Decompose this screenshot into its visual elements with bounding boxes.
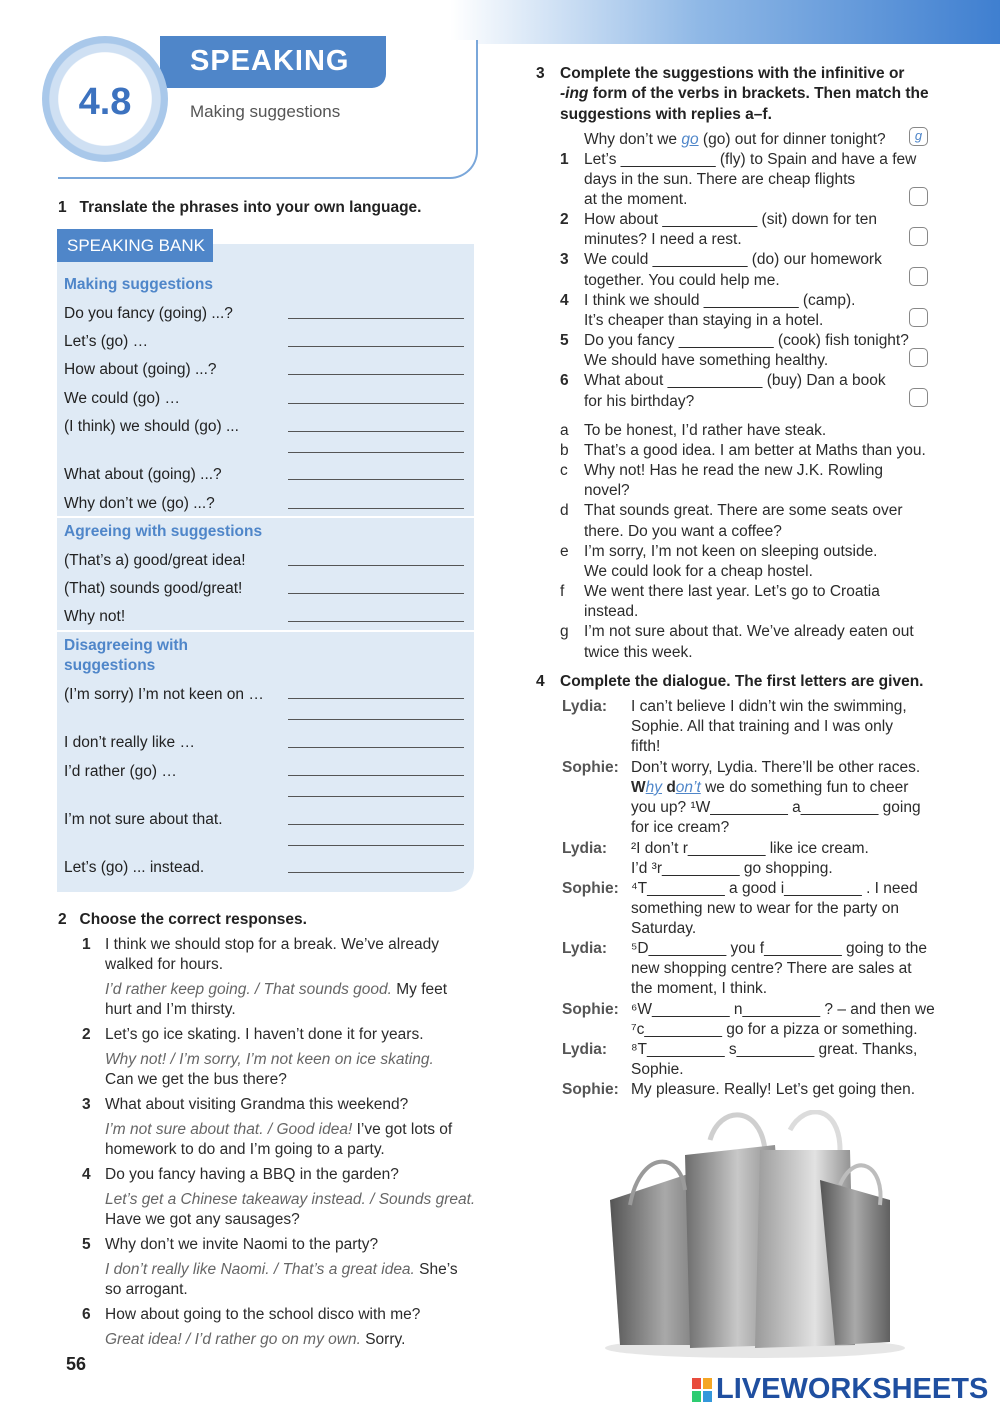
ex3-item-text[interactable]: We could ___________ (do) our homework bbox=[584, 251, 882, 268]
ex3-instruction: suggestions with replies a–f. bbox=[560, 106, 772, 123]
reply-text: twice this week. bbox=[584, 644, 693, 661]
translation-line[interactable] bbox=[288, 872, 464, 873]
ex2-answer bbox=[105, 1051, 434, 1069]
translation-line[interactable] bbox=[288, 698, 464, 699]
ex3-example-answer: go bbox=[681, 131, 699, 148]
reply-text: I’m sorry, I’m not keen on sleeping outside. bbox=[584, 543, 878, 560]
ex2-item-number: 2 bbox=[82, 1026, 91, 1043]
reply-text: novel? bbox=[584, 482, 630, 499]
ex3-example: Why don’t we go (go) out for dinner tonight? bbox=[584, 131, 886, 148]
dialogue-line[interactable]: you up? ¹W_________ a_________ going bbox=[631, 799, 921, 816]
ex3-item-text[interactable]: I think we should ___________ (camp). bbox=[584, 292, 856, 309]
translation-line[interactable] bbox=[288, 621, 464, 622]
reply-text: To be honest, I’d rather have steak. bbox=[584, 422, 827, 439]
bank-divider bbox=[57, 516, 474, 518]
ex2-answer: Great idea! / I’d rather go on my own. Sorry. bbox=[105, 1331, 406, 1348]
ex2-answer-cont: homework to do and I’m going to a party. bbox=[105, 1141, 385, 1158]
reply-text: I’m not sure about that. We’ve already eaten out bbox=[584, 623, 914, 640]
ex3-item-text: It’s cheaper than staying in a hotel. bbox=[584, 312, 824, 329]
ex3-item-number: 5 bbox=[560, 332, 569, 349]
bank-phrase: Do you fancy (going) ...? bbox=[64, 305, 233, 322]
ex2-item-number: 6 bbox=[82, 1306, 91, 1323]
reply-letter: g bbox=[560, 623, 569, 640]
section-title: SPEAKING bbox=[160, 36, 386, 88]
ex1-number: 1 bbox=[58, 199, 67, 216]
translation-line[interactable] bbox=[288, 845, 464, 846]
ex3-answer-box[interactable] bbox=[909, 348, 928, 367]
reply-letter: d bbox=[560, 502, 569, 519]
bank-heading-making: Making suggestions bbox=[64, 276, 213, 293]
ex3-item-number: 2 bbox=[560, 211, 569, 228]
ex2-question: What about visiting Grandma this weekend? bbox=[105, 1096, 409, 1113]
reply-letter: a bbox=[560, 422, 569, 439]
ex3-item-text[interactable]: Let’s ___________ (fly) to Spain and have a few bbox=[584, 151, 917, 168]
translation-line[interactable] bbox=[288, 479, 464, 480]
translation-line[interactable] bbox=[288, 431, 464, 432]
dialogue-line[interactable]: ⁴T_________ a good i_________ . I need bbox=[631, 880, 918, 897]
reply-text: there. Do you want a coffee? bbox=[584, 523, 782, 540]
ex3-example-letter: g bbox=[909, 127, 928, 146]
ex2-options[interactable]: Great idea! / I’d rather go on my own. bbox=[105, 1331, 361, 1348]
ex2-question: How about going to the school disco with me? bbox=[105, 1306, 421, 1323]
dialogue-line: I can’t believe I didn’t win the swimming, bbox=[631, 698, 907, 715]
ex2-item-number: 1 bbox=[82, 936, 91, 953]
translation-line[interactable] bbox=[288, 824, 464, 825]
ex3-item-text: We should have something healthy. bbox=[584, 352, 829, 369]
ex4-instruction: Complete the dialogue. The first letters are given. bbox=[560, 673, 924, 690]
ex2-item-number: 5 bbox=[82, 1236, 91, 1253]
dialogue-line: Saturday. bbox=[631, 920, 697, 937]
bank-phrase: (That) sounds good/great! bbox=[64, 580, 243, 597]
dialogue-speaker: Sophie: bbox=[562, 1001, 619, 1018]
unit-number: 4.8 bbox=[78, 81, 132, 123]
dialogue-line: Sophie. bbox=[631, 1061, 684, 1078]
ex3-answer-box[interactable] bbox=[909, 227, 928, 246]
bank-phrase: (That’s a) good/great idea! bbox=[64, 552, 246, 569]
reply-letter: f bbox=[560, 583, 565, 600]
ex2-item-number: 3 bbox=[82, 1096, 91, 1113]
bank-divider bbox=[57, 630, 474, 632]
reply-text: Why not! Has he read the new J.K. Rowling bbox=[584, 462, 883, 479]
ex2-answer bbox=[105, 1191, 475, 1209]
ex2-item-number: 4 bbox=[82, 1166, 91, 1183]
bank-phrase: (I think) we should (go) ... bbox=[64, 418, 239, 435]
ex3-item-text: days in the sun. There are cheap flights bbox=[584, 171, 856, 188]
dialogue-line[interactable]: I’d ³r_________ go shopping. bbox=[631, 860, 833, 877]
bank-phrase: Let’s (go) … bbox=[64, 333, 149, 350]
ex1-instruction: Translate the phrases into your own language. bbox=[79, 199, 422, 216]
bank-phrase: How about (going) ...? bbox=[64, 361, 217, 378]
translation-line[interactable] bbox=[288, 508, 464, 509]
dialogue-speaker: Lydia: bbox=[562, 840, 608, 857]
ex2-instruction: Choose the correct responses. bbox=[79, 911, 307, 928]
section-subtitle: Making suggestions bbox=[190, 102, 341, 121]
ex3-item-number: 6 bbox=[560, 372, 569, 389]
dialogue-speaker: Sophie: bbox=[562, 759, 619, 776]
bank-phrase: I’m not sure about that. bbox=[64, 811, 223, 828]
ex2-options[interactable]: Let’s get a Chinese takeaway instead. / Sounds great. bbox=[105, 1191, 476, 1208]
reply-text: We went there last year. Let’s go to Croatia bbox=[584, 583, 880, 600]
reply-letter: e bbox=[560, 543, 569, 560]
bank-phrase: What about (going) ...? bbox=[64, 466, 222, 483]
dialogue-line: new shopping centre? There are sales at bbox=[631, 960, 912, 977]
liveworksheets-logo-icon bbox=[692, 1378, 712, 1402]
ex2-options[interactable]: Why not! / I’m sorry, I’m not keen on ice skating. bbox=[105, 1051, 434, 1068]
ex2-answer-cont: Can we get the bus there? bbox=[105, 1071, 287, 1088]
ex3-item-text: minutes? I need a rest. bbox=[584, 231, 742, 248]
ex2-options[interactable]: I’d rather keep going. / That sounds good. bbox=[105, 981, 392, 998]
bank-phrase: Why don’t we (go) ...? bbox=[64, 495, 215, 512]
translation-line[interactable] bbox=[288, 374, 464, 375]
ex3-item-text: at the moment. bbox=[584, 191, 688, 208]
reply-letter: c bbox=[560, 462, 568, 479]
ex3-instruction: Complete the suggestions with the infinitive or bbox=[560, 65, 905, 82]
ex3-item-number: 4 bbox=[560, 292, 569, 309]
ex3-answer-box[interactable] bbox=[909, 187, 928, 206]
ex2-number: 2 bbox=[58, 911, 67, 928]
page-number: 56 bbox=[66, 1354, 87, 1374]
dialogue-line[interactable]: ⁸T_________ s_________ great. Thanks, bbox=[631, 1041, 918, 1058]
liveworksheets-logo[interactable]: LIVEWORKSHEETS bbox=[716, 1373, 989, 1405]
ex2-answer: I’d rather keep going. / That sounds good. My feet bbox=[105, 981, 448, 998]
translation-line[interactable] bbox=[288, 403, 464, 404]
ex2-answer-cont: Have we got any sausages? bbox=[105, 1211, 300, 1228]
ex2-answer: I don’t really like Naomi. / That’s a great idea. She’s bbox=[105, 1261, 458, 1278]
bank-phrase: (I’m sorry) I’m not keen on … bbox=[64, 686, 264, 703]
bank-phrase: Why not! bbox=[64, 608, 126, 625]
bank-heading-agreeing: Agreeing with suggestions bbox=[64, 523, 263, 540]
dialogue-line[interactable]: ⁷c_________ go for a pizza or something. bbox=[631, 1021, 918, 1038]
ex3-item-text[interactable]: Do you fancy ___________ (cook) fish tonight? bbox=[584, 332, 909, 349]
translation-line[interactable] bbox=[288, 796, 464, 797]
bank-phrase: I’d rather (go) … bbox=[64, 763, 177, 780]
bank-phrase: Let’s (go) ... instead. bbox=[64, 859, 205, 876]
ex3-answer-box[interactable] bbox=[909, 308, 928, 327]
ex2-answer: I’m not sure about that. / Good idea! I’ve got lots of bbox=[105, 1121, 453, 1138]
ex2-question: Why don’t we invite Naomi to the party? bbox=[105, 1236, 379, 1253]
ex2-question: I think we should stop for a break. We’ve already bbox=[105, 936, 439, 953]
translation-line[interactable] bbox=[288, 346, 464, 347]
ex3-item-text[interactable]: How about ___________ (sit) down for ten bbox=[584, 211, 877, 228]
ex3-item-number: 1 bbox=[560, 151, 569, 168]
dialogue-line: Why don’t we do something fun to cheer bbox=[631, 779, 909, 796]
reply-text: We could look for a cheap hostel. bbox=[584, 563, 813, 580]
translation-line[interactable] bbox=[288, 318, 464, 319]
ex3-item-number: 3 bbox=[560, 251, 569, 268]
reply-letter: b bbox=[560, 442, 569, 459]
dialogue-line[interactable]: ²I don’t r_________ like ice cream. bbox=[631, 840, 869, 857]
ex3-item-text: together. You could help me. bbox=[584, 272, 780, 289]
ex3-answer-box[interactable] bbox=[909, 267, 928, 286]
dialogue-speaker: Lydia: bbox=[562, 698, 608, 715]
reply-text: instead. bbox=[584, 603, 639, 620]
ex2-options[interactable]: I’m not sure about that. / Good idea! bbox=[105, 1121, 353, 1138]
ex3-instruction: -ing form of the verbs in brackets. Then match the bbox=[560, 85, 929, 102]
dialogue-speaker: Lydia: bbox=[562, 1041, 608, 1058]
dialogue-speaker: Lydia: bbox=[562, 940, 608, 957]
speaking-bank-title: SPEAKING BANK bbox=[57, 229, 213, 262]
translation-line[interactable] bbox=[288, 775, 464, 776]
dialogue-line: fifth! bbox=[631, 738, 661, 755]
dialogue-line: for ice cream? bbox=[631, 819, 730, 836]
translation-line[interactable] bbox=[288, 452, 464, 453]
bank-phrase: I don’t really like … bbox=[64, 734, 195, 751]
translation-line[interactable] bbox=[288, 719, 464, 720]
dialogue-line: something new to wear for the party on bbox=[631, 900, 899, 917]
bank-heading-disagreeing: Disagreeing with bbox=[64, 637, 189, 654]
dialogue-line[interactable]: ⁶W_________ n_________ ? – and then we bbox=[631, 1001, 935, 1018]
ex3-number: 3 bbox=[536, 65, 545, 82]
dialogue-speaker: Sophie: bbox=[562, 1081, 619, 1098]
dialogue-line: Sophie. All that training and I was only bbox=[631, 718, 893, 735]
dialogue-speaker: Sophie: bbox=[562, 880, 619, 897]
dialogue-line: Don’t worry, Lydia. There’ll be other races. bbox=[631, 759, 921, 776]
ex4-number: 4 bbox=[536, 673, 545, 690]
dialogue-line: the moment, I think. bbox=[631, 980, 768, 997]
ex2-question: walked for hours. bbox=[105, 956, 224, 973]
bank-heading-disagreeing: suggestions bbox=[64, 657, 156, 674]
reply-text: That’s a good idea. I am better at Maths than you. bbox=[584, 442, 926, 459]
shopping-bags-illustration bbox=[590, 1110, 920, 1360]
ex2-heading bbox=[58, 911, 307, 929]
translation-line[interactable] bbox=[288, 747, 464, 748]
bank-phrase: We could (go) … bbox=[64, 390, 181, 407]
ex3-item-text[interactable]: What about ___________ (buy) Dan a book bbox=[584, 372, 886, 389]
dialogue-line[interactable]: ⁵D_________ you f_________ going to the bbox=[631, 940, 928, 957]
ex2-answer-cont: hurt and I’m thirsty. bbox=[105, 1001, 236, 1018]
ex2-question: Let’s go ice skating. I haven’t done it for years. bbox=[105, 1026, 424, 1043]
ex3-item-text: for his birthday? bbox=[584, 393, 695, 410]
ex2-answer-cont: so arrogant. bbox=[105, 1281, 188, 1298]
ex1-heading bbox=[58, 199, 421, 217]
reply-text: That sounds great. There are some seats over bbox=[584, 502, 903, 519]
translation-line[interactable] bbox=[288, 565, 464, 566]
ex2-question: Do you fancy having a BBQ in the garden? bbox=[105, 1166, 399, 1183]
ex2-options[interactable]: I don’t really like Naomi. / That’s a great idea. bbox=[105, 1261, 415, 1278]
dialogue-line: My pleasure. Really! Let’s get going then. bbox=[631, 1081, 916, 1098]
translation-line[interactable] bbox=[288, 593, 464, 594]
ex3-answer-box[interactable] bbox=[909, 388, 928, 407]
